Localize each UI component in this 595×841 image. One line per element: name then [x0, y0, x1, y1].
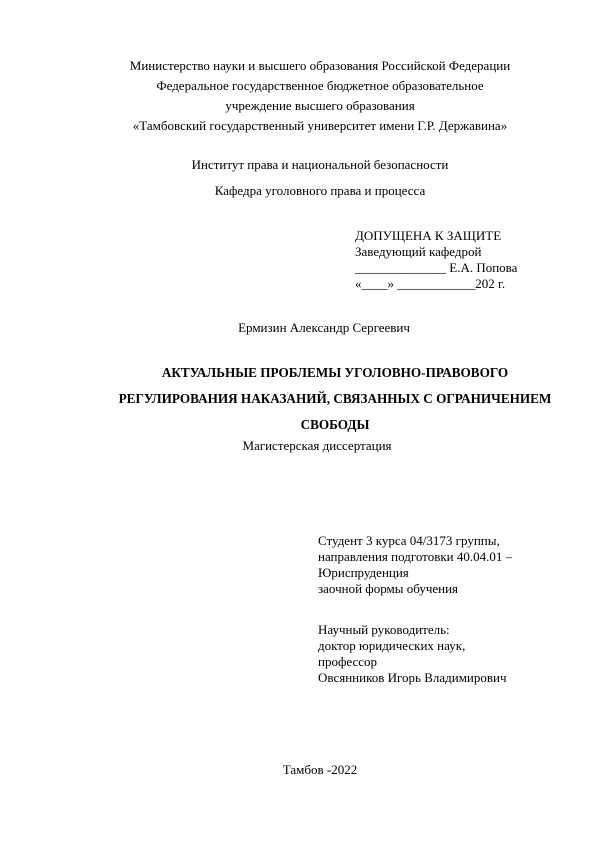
approval-block — [355, 228, 517, 292]
student-line: направления подготовки 40.04.01 – — [318, 549, 513, 564]
ministry-line: «Тамбовский государственный университет имени Г.Р. Державина» — [132, 118, 508, 133]
author-name: Ермизин Александр Сергеевич — [238, 320, 410, 335]
approval-line: «____» ____________202 г. — [355, 276, 506, 291]
ministry-line: Министерство науки и высшего образования Российской Федерации — [129, 58, 511, 73]
title-line: РЕГУЛИРОВАНИЯ НАКАЗАНИЙ, СВЯЗАННЫХ С ОГРАНИЧЕНИЕМ — [118, 391, 552, 406]
supervisor-line: профессор — [318, 654, 378, 669]
department-name: Кафедра уголовного права и процесса — [214, 183, 426, 198]
city-year: Тамбов -2022 — [282, 762, 358, 777]
thesis-title — [0, 360, 595, 438]
approval-line: ______________ Е.А. Попова — [355, 260, 518, 275]
title-line: АКТУАЛЬНЫЕ ПРОБЛЕМЫ УГОЛОВНО-ПРАВОВОГО — [161, 365, 509, 380]
title-line: СВОБОДЫ — [300, 417, 370, 432]
supervisor-line: Овсянников Игорь Владимирович — [318, 670, 507, 685]
student-block — [318, 533, 512, 597]
ministry-header — [0, 56, 595, 136]
student-line: заочной формы обучения — [318, 581, 459, 596]
institute-name: Институт права и национальной безопасности — [191, 157, 449, 172]
supervisor-line: доктор юридических наук, — [318, 638, 466, 653]
supervisor-block — [318, 622, 507, 686]
student-line: Юриспруденция — [318, 565, 409, 580]
approval-line: Заведующий кафедрой — [355, 244, 482, 259]
student-line: Студент 3 курса 04/3173 группы, — [318, 533, 500, 548]
supervisor-line: Научный руководитель: — [318, 622, 450, 637]
thesis-type: Магистерская диссертация — [242, 438, 392, 453]
ministry-line: Федеральное государственное бюджетное образовательное — [156, 78, 484, 93]
ministry-line: учреждение высшего образования — [225, 98, 415, 113]
approval-line: ДОПУЩЕНА К ЗАЩИТЕ — [355, 228, 502, 243]
